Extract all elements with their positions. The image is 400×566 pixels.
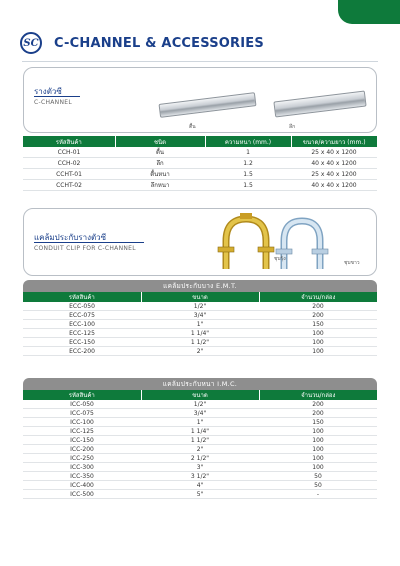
header-divider [22, 61, 378, 62]
page-title: C-CHANNEL & ACCESSORIES [54, 35, 264, 51]
table-cell: 40 x 40 x 1200 [291, 158, 377, 169]
table-cell: 1.5 [205, 169, 291, 180]
table-cell: CCH-01 [23, 147, 115, 158]
table-cell: ECC-125 [23, 329, 141, 338]
emt-table [23, 292, 377, 356]
imc-table-header [23, 390, 377, 400]
table-cell: 100 [259, 427, 377, 436]
table-cell: ICC-500 [23, 490, 141, 499]
table-cell: ICC-350 [23, 472, 141, 481]
table-row [23, 400, 377, 409]
table-cell: ตื้นหนา [115, 169, 205, 180]
column-header: ความหนา (mm.) [205, 136, 291, 147]
table-cell: - [259, 490, 377, 499]
table-cell: 3/4" [141, 311, 259, 320]
imc-table [23, 390, 377, 499]
emt-table-header [23, 292, 377, 302]
table-cell: 25 x 40 x 1200 [291, 147, 377, 158]
table-row [23, 472, 377, 481]
table-cell: 1 1/2" [141, 338, 259, 347]
table-cell: 5" [141, 490, 259, 499]
table-cell: CCHT-01 [23, 169, 115, 180]
table-cell: ICC-100 [23, 418, 141, 427]
table-cell: ECC-050 [23, 302, 141, 311]
table-cell: ICC-075 [23, 409, 141, 418]
table-cell: 100 [259, 338, 377, 347]
column-header: จำนวน/กล่อง [259, 390, 377, 400]
table-cell: ECC-150 [23, 338, 141, 347]
c-channel-deep-label: ลึก [289, 124, 296, 130]
table-cell: 2" [141, 347, 259, 356]
conduit-clip-image [214, 211, 334, 273]
table-cell: 1" [141, 320, 259, 329]
table-cell: 3 1/2" [141, 472, 259, 481]
table-cell: 1/2" [141, 400, 259, 409]
table-cell: ICC-400 [23, 481, 141, 490]
c-channel-title-underline [34, 96, 80, 97]
table-row [23, 427, 377, 436]
table-cell: 200 [259, 400, 377, 409]
column-header: รหัสสินค้า [23, 390, 141, 400]
table-cell: CCHT-02 [23, 180, 115, 191]
table-cell: ICC-200 [23, 445, 141, 454]
table-cell: ICC-250 [23, 454, 141, 463]
table-row [23, 454, 377, 463]
table-cell: 100 [259, 445, 377, 454]
table-cell: 3/4" [141, 409, 259, 418]
emt-section [23, 280, 377, 356]
table-cell: 1 1/2" [141, 436, 259, 445]
table-cell: 1 1/4" [141, 329, 259, 338]
column-header: ขนาด [141, 390, 259, 400]
table-row [23, 147, 377, 158]
table-cell: 25 x 40 x 1200 [291, 169, 377, 180]
table-row [23, 320, 377, 329]
c-channel-shallow-label: ตื้น [189, 124, 196, 130]
table-row [23, 180, 377, 191]
c-channel-shallow-image [159, 92, 257, 118]
conduit-clip-title-th: แคล้มประกับรางตัวซี [34, 233, 107, 242]
table-cell: 40 x 40 x 1200 [291, 180, 377, 191]
table-cell: 100 [259, 454, 377, 463]
table-cell: 200 [259, 302, 377, 311]
emt-section-title: แคล้มประกับบาง E.M.T. [23, 280, 377, 292]
table-row [23, 347, 377, 356]
table-cell: ลึกหนา [115, 180, 205, 191]
column-header: รหัสสินค้า [23, 292, 141, 302]
table-cell: 2 1/2" [141, 454, 259, 463]
conduit-clip-card [23, 208, 377, 276]
table-cell: ICC-050 [23, 400, 141, 409]
table-cell: 200 [259, 409, 377, 418]
table-row [23, 418, 377, 427]
table-row [23, 490, 377, 499]
table-row [23, 311, 377, 320]
table-cell: ECC-075 [23, 311, 141, 320]
table-row [23, 302, 377, 311]
table-cell: 2" [141, 445, 259, 454]
table-row [23, 158, 377, 169]
table-cell: 100 [259, 329, 377, 338]
clip-silver-label: ชุบขาว [344, 260, 360, 266]
table-cell: 100 [259, 463, 377, 472]
c-channel-table-header [23, 136, 377, 147]
c-channel-title-th: รางตัวซี [34, 87, 62, 96]
table-cell: 200 [259, 311, 377, 320]
column-header: จำนวน/กล่อง [259, 292, 377, 302]
conduit-clip-title-en: CONDUIT CLIP FOR C-CHANNEL [34, 245, 136, 252]
table-cell: 50 [259, 481, 377, 490]
table-cell: 1" [141, 418, 259, 427]
table-cell: ICC-300 [23, 463, 141, 472]
column-header: ขนาด [141, 292, 259, 302]
table-cell: 3" [141, 463, 259, 472]
table-cell: 4" [141, 481, 259, 490]
table-row [23, 338, 377, 347]
brand-logo: SC [20, 32, 42, 54]
table-cell: CCH-02 [23, 158, 115, 169]
table-cell: 150 [259, 320, 377, 329]
table-cell: ICC-125 [23, 427, 141, 436]
table-cell: 100 [259, 347, 377, 356]
table-row [23, 436, 377, 445]
clip-gold-icon [218, 213, 274, 269]
table-row [23, 481, 377, 490]
conduit-clip-title-underline [34, 242, 144, 243]
c-channel-card [23, 67, 377, 133]
c-channel-deep-image [273, 90, 366, 117]
c-channel-title-en: C-CHANNEL [34, 99, 72, 106]
table-cell: 1 1/4" [141, 427, 259, 436]
table-row [23, 463, 377, 472]
table-cell: 100 [259, 436, 377, 445]
table-row [23, 169, 377, 180]
table-cell: 50 [259, 472, 377, 481]
table-cell: 150 [259, 418, 377, 427]
table-cell: ICC-150 [23, 436, 141, 445]
table-row [23, 409, 377, 418]
imc-section-title: แคล้มประกับหนา I.M.C. [23, 378, 377, 390]
table-cell: ลึก [115, 158, 205, 169]
table-cell: ตื้น [115, 147, 205, 158]
table-cell: 1.2 [205, 158, 291, 169]
table-cell: 1/2" [141, 302, 259, 311]
imc-section [23, 378, 377, 499]
c-channel-table [23, 136, 377, 191]
table-cell: ECC-100 [23, 320, 141, 329]
table-cell: 1 [205, 147, 291, 158]
column-header: ขนาด/ความยาว (mm.) [291, 136, 377, 147]
page-header [20, 30, 380, 56]
table-cell: ECC-200 [23, 347, 141, 356]
corner-tab [338, 0, 400, 24]
clip-gold-label: ชุบรุ้ง [274, 256, 286, 262]
column-header: ชนิด [115, 136, 205, 147]
table-cell: 1.5 [205, 180, 291, 191]
column-header: รหัสสินค้า [23, 136, 115, 147]
table-row [23, 445, 377, 454]
table-row [23, 329, 377, 338]
